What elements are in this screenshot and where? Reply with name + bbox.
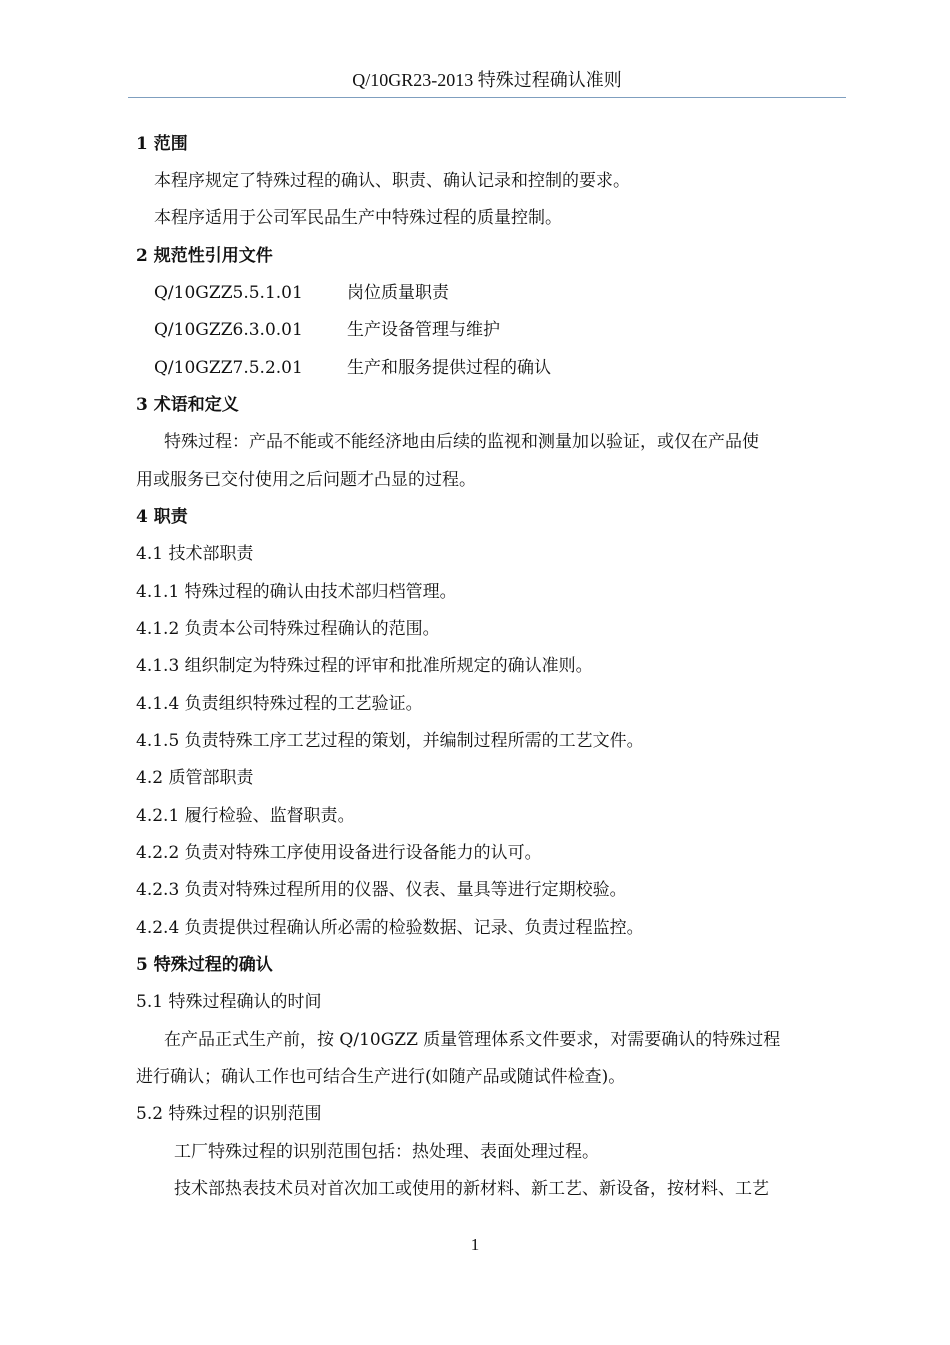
subsection-5-1: 5.1 特殊过程确认的时间 <box>136 992 322 1012</box>
clause-4-1-3: 4.1.3 组织制定为特殊过程的评审和批准所规定的确认准则。 <box>136 656 593 676</box>
subsection-4-2: 4.2 质管部职责 <box>136 768 254 788</box>
definition-line-2: 用或服务已交付使用之后问题才凸显的过程。 <box>136 470 476 490</box>
subsection-5-2-line-2: 技术部热表技术员对首次加工或使用的新材料、新工艺、新设备，按材料、工艺 <box>174 1179 769 1199</box>
reference-code: Q/10GZZ6.3.0.01 <box>154 320 303 340</box>
subsection-5-1-line-1: 在产品正式生产前，按 Q/10GZZ 质量管理体系文件要求，对需要确认的特殊过程 <box>164 1030 781 1050</box>
section-1-paragraph-1: 本程序规定了特殊过程的确认、职责、确认记录和控制的要求。 <box>154 171 630 191</box>
section-2-heading: 2 规范性引用文件 <box>136 246 273 266</box>
clause-4-2-3: 4.2.3 负责对特殊过程所用的仪器、仪表、量具等进行定期校验。 <box>136 880 627 900</box>
definition-line-1: 特殊过程：产品不能或不能经济地由后续的监视和测量加以验证，或仅在产品使 <box>164 432 759 452</box>
reference-name: 生产设备管理与维护 <box>347 320 500 340</box>
section-1-paragraph-2: 本程序适用于公司军民品生产中特殊过程的质量控制。 <box>154 208 562 228</box>
clause-4-2-4: 4.2.4 负责提供过程确认所必需的检验数据、记录、负责过程监控。 <box>136 918 644 938</box>
clause-4-2-1: 4.2.1 履行检验、监督职责。 <box>136 806 355 826</box>
page-number: 1 <box>470 1235 480 1254</box>
subsection-5-1-line-2: 进行确认；确认工作也可结合生产进行(如随产品或随试件检查)。 <box>136 1067 626 1087</box>
clause-4-1-1: 4.1.1 特殊过程的确认由技术部归档管理。 <box>136 582 457 602</box>
subsection-4-1: 4.1 技术部职责 <box>136 544 254 564</box>
clause-4-1-2: 4.1.2 负责本公司特殊过程确认的范围。 <box>136 619 440 639</box>
clause-4-2-2: 4.2.2 负责对特殊工序使用设备进行设备能力的认可。 <box>136 843 542 863</box>
reference-code: Q/10GZZ5.5.1.01 <box>154 283 303 303</box>
section-4-heading: 4 职责 <box>136 507 188 527</box>
header-divider <box>128 97 846 98</box>
page-header-title: Q/10GR23-2013 特殊过程确认准则 <box>352 70 622 90</box>
clause-4-1-4: 4.1.4 负责组织特殊过程的工艺验证。 <box>136 694 423 714</box>
section-5-heading: 5 特殊过程的确认 <box>136 955 273 975</box>
subsection-5-2: 5.2 特殊过程的识别范围 <box>136 1104 322 1124</box>
section-3-heading: 3 术语和定义 <box>136 395 239 415</box>
section-1-heading: 1 范围 <box>136 134 188 154</box>
subsection-5-2-line-1: 工厂特殊过程的识别范围包括：热处理、表面处理过程。 <box>174 1142 599 1162</box>
clause-4-1-5: 4.1.5 负责特殊工序工艺过程的策划，并编制过程所需的工艺文件。 <box>136 731 644 751</box>
reference-code: Q/10GZZ7.5.2.01 <box>154 358 303 378</box>
reference-name: 岗位质量职责 <box>347 283 449 303</box>
reference-name: 生产和服务提供过程的确认 <box>347 358 551 378</box>
